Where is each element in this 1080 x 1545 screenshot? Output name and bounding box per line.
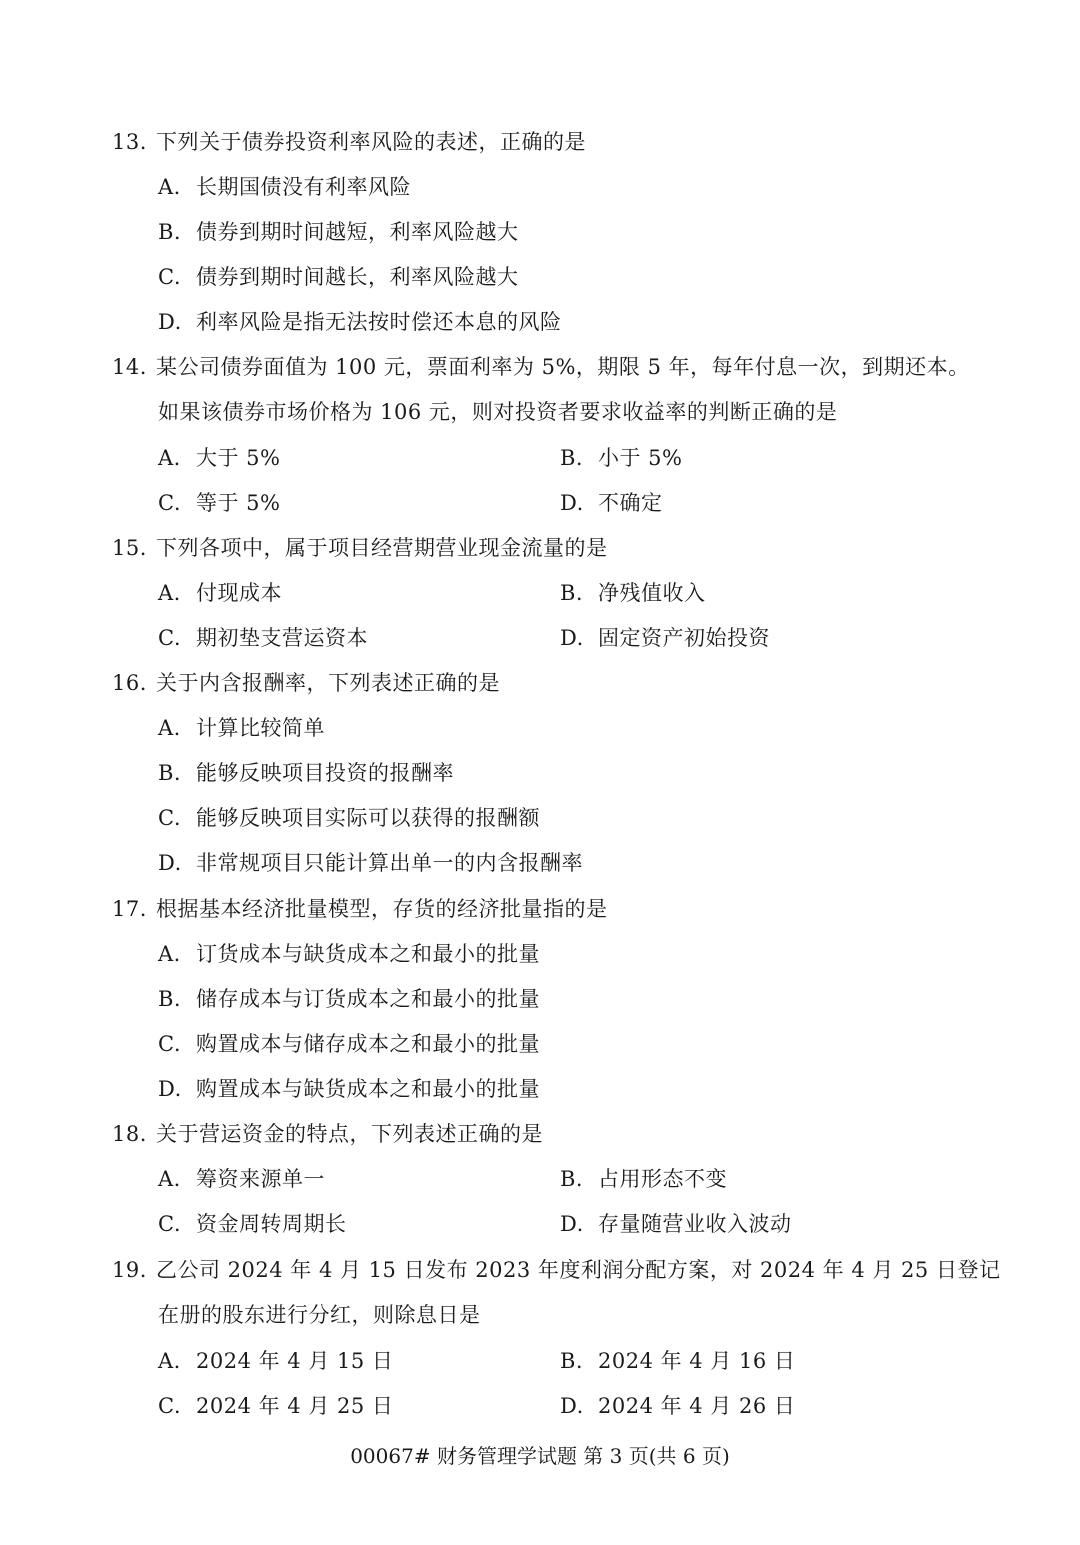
option-text: 能够反映项目实际可以获得的报酬额	[196, 806, 540, 830]
question-17-option-a	[158, 940, 540, 968]
question-number: 16.	[112, 671, 147, 695]
option-label: A.	[158, 716, 181, 740]
option-label: B.	[560, 1167, 584, 1191]
page-footer: 00067# 财务管理学试题 第 3 页(共 6 页)	[350, 1444, 730, 1468]
option-label: B.	[158, 761, 182, 785]
question-19-option-a	[158, 1347, 393, 1375]
option-text: 长期国债没有利率风险	[196, 175, 411, 199]
option-text: 固定资产初始投资	[598, 626, 770, 650]
question-19-option-d	[560, 1392, 795, 1420]
option-text: 付现成本	[196, 581, 282, 605]
option-label: D.	[158, 310, 182, 334]
option-label: C.	[158, 1394, 181, 1418]
option-label: D.	[158, 1077, 182, 1101]
question-number: 13.	[112, 130, 147, 154]
option-label: D.	[158, 851, 182, 875]
question-14-option-d	[560, 489, 663, 517]
option-text: 订货成本与缺货成本之和最小的批量	[196, 942, 540, 966]
question-text: 乙公司 2024 年 4 月 15 日发布 2023 年度利润分配方案，对 2024 年 4 月 25 日登记	[156, 1258, 1001, 1282]
option-label: A.	[158, 942, 181, 966]
option-text: 不确定	[598, 491, 663, 515]
question-16-option-c	[158, 804, 540, 832]
option-label: B.	[560, 581, 584, 605]
question-19-stem-line-2	[158, 1301, 481, 1329]
question-text: 如果该债券市场价格为 106 元，则对投资者要求收益率的判断正确的是	[158, 400, 838, 424]
question-18-option-b	[560, 1165, 727, 1193]
question-text: 某公司债券面值为 100 元，票面利率为 5%，期限 5 年，每年付息一次，到期还本。	[156, 355, 970, 379]
option-text: 大于 5%	[196, 446, 281, 470]
question-text: 关于营运资金的特点，下列表述正确的是	[156, 1122, 543, 1146]
question-15-option-b	[560, 579, 706, 607]
question-19-stem	[112, 1256, 1000, 1284]
question-16-option-d	[158, 849, 583, 877]
question-16-option-b	[158, 759, 454, 787]
question-17-option-b	[158, 985, 540, 1013]
option-label: B.	[158, 220, 182, 244]
question-text: 下列各项中，属于项目经营期营业现金流量的是	[156, 536, 608, 560]
question-number: 15.	[112, 536, 147, 560]
option-text: 2024 年 4 月 15 日	[196, 1349, 394, 1373]
option-text: 非常规项目只能计算出单一的内含报酬率	[196, 851, 583, 875]
question-16-option-a	[158, 714, 325, 742]
question-number: 17.	[112, 897, 147, 921]
question-13-option-b	[158, 218, 519, 246]
option-label: C.	[158, 265, 181, 289]
question-text: 根据基本经济批量模型，存货的经济批量指的是	[156, 897, 608, 921]
option-text: 储存成本与订货成本之和最小的批量	[196, 987, 540, 1011]
option-text: 2024 年 4 月 25 日	[196, 1394, 394, 1418]
question-17-option-c	[158, 1030, 540, 1058]
option-label: B.	[560, 1349, 584, 1373]
question-16-stem	[112, 669, 500, 697]
option-text: 净残值收入	[598, 581, 706, 605]
option-text: 债券到期时间越短，利率风险越大	[196, 220, 519, 244]
question-18-option-c	[158, 1210, 347, 1238]
question-15-option-c	[158, 624, 368, 652]
option-text: 存量随营业收入波动	[598, 1212, 792, 1236]
question-14-stem	[112, 353, 970, 381]
option-label: C.	[158, 806, 181, 830]
question-18-option-a	[158, 1165, 325, 1193]
option-text: 能够反映项目投资的报酬率	[196, 761, 454, 785]
option-label: A.	[158, 175, 181, 199]
option-label: C.	[158, 1032, 181, 1056]
option-label: D.	[560, 626, 584, 650]
question-number: 14.	[112, 355, 147, 379]
question-14-option-b	[560, 444, 683, 472]
question-number: 19.	[112, 1258, 147, 1282]
question-19-option-b	[560, 1347, 795, 1375]
question-13-option-c	[158, 263, 519, 291]
option-text: 购置成本与储存成本之和最小的批量	[196, 1032, 540, 1056]
option-text: 债券到期时间越长，利率风险越大	[196, 265, 519, 289]
question-17-option-d	[158, 1075, 540, 1103]
option-label: D.	[560, 1394, 584, 1418]
question-text: 关于内含报酬率，下列表述正确的是	[156, 671, 500, 695]
option-text: 购置成本与缺货成本之和最小的批量	[196, 1077, 540, 1101]
question-14-option-a	[158, 444, 281, 472]
option-text: 筹资来源单一	[196, 1167, 325, 1191]
option-text: 2024 年 4 月 26 日	[598, 1394, 796, 1418]
question-18-stem	[112, 1120, 543, 1148]
question-text: 在册的股东进行分红，则除息日是	[158, 1303, 481, 1327]
option-text: 利率风险是指无法按时偿还本息的风险	[196, 310, 562, 334]
option-label: B.	[560, 446, 584, 470]
option-text: 2024 年 4 月 16 日	[598, 1349, 796, 1373]
option-text: 小于 5%	[598, 446, 683, 470]
option-label: D.	[560, 491, 584, 515]
question-18-option-d	[560, 1210, 792, 1238]
option-text: 计算比较简单	[196, 716, 325, 740]
option-text: 占用形态不变	[598, 1167, 727, 1191]
option-label: A.	[158, 1167, 181, 1191]
option-label: D.	[560, 1212, 584, 1236]
question-15-option-d	[560, 624, 770, 652]
option-label: C.	[158, 491, 181, 515]
question-15-stem	[112, 534, 608, 562]
question-text: 下列关于债券投资利率风险的表述，正确的是	[156, 130, 586, 154]
question-17-stem	[112, 895, 608, 923]
question-13-option-a	[158, 173, 411, 201]
question-13-stem	[112, 128, 586, 156]
question-14-stem-line-2	[158, 398, 837, 426]
question-13-option-d	[158, 308, 562, 336]
question-number: 18.	[112, 1122, 147, 1146]
option-label: B.	[158, 987, 182, 1011]
option-label: A.	[158, 446, 181, 470]
option-label: A.	[158, 1349, 181, 1373]
question-19-option-c	[158, 1392, 393, 1420]
option-text: 等于 5%	[196, 491, 281, 515]
option-label: C.	[158, 626, 181, 650]
question-14-option-c	[158, 489, 281, 517]
option-text: 期初垫支营运资本	[196, 626, 368, 650]
question-15-option-a	[158, 579, 282, 607]
option-label: A.	[158, 581, 181, 605]
option-label: C.	[158, 1212, 181, 1236]
option-text: 资金周转周期长	[196, 1212, 347, 1236]
